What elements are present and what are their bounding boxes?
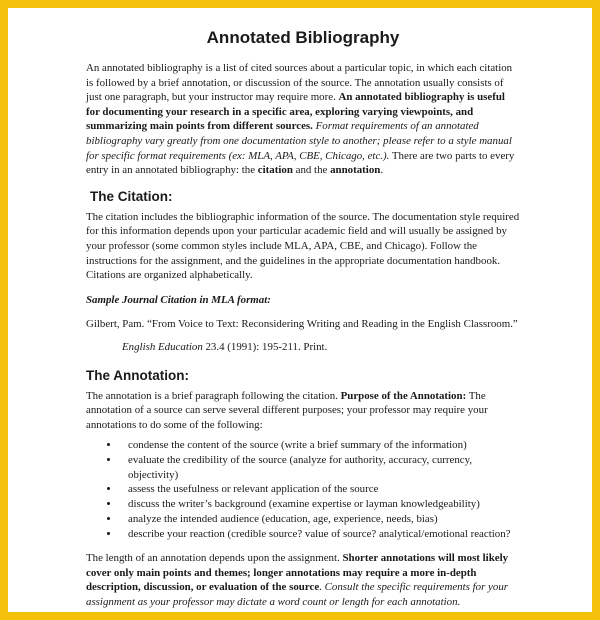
intro-bold-annotation: annotation (330, 164, 381, 177)
journal-title: English Education (122, 340, 203, 353)
annotation-text-1: The annotation is a brief paragraph following the citation. (86, 389, 341, 402)
page-title: Annotated Bibliography (206, 28, 400, 47)
intro-italic-1: Format requirements of an annotated bibliography vary greatly from one documentation style to another; please refer to a style manual for specific format requirements (ex: MLA, APA, CBE, Chicago, etc.). (86, 120, 512, 162)
list-item: • describe your reaction (credible source? value of source? analytical/emotional reaction? (120, 527, 520, 542)
annotation-purpose-label: Purpose of the Annotation: (340, 389, 467, 402)
annotation-paragraph-2 (86, 551, 520, 609)
intro-text-3: and the (292, 164, 331, 177)
length-text-1: The length of an annotation depends upon the assignment. (86, 552, 343, 565)
citation-heading: The Citation: (90, 188, 173, 204)
intro-text-1: An annotated bibliography is a list of cited sources about a particular topic, in which each citation is followed by a brief annotation, or discussion of the source. The annotation usually consists of just one paragraph, but your instructor may require more. (86, 62, 513, 104)
length-text-2: . (319, 581, 325, 594)
citation-paragraph: The citation includes the bibliographic information of the source. The documentation style required for this information depends upon your particular academic field and will usually be assigned by your professor (some common styles include MLA, APA, CBE, and Chicago). Follow the instructions for the assignment, and the guidelines in the appropriate documentation handbook. Citations are organized alphabetically. (86, 210, 520, 282)
intro-bold-1: An annotated bibliography is useful for documenting your research in a specific area, exploring varying viewpoints, and summarizing main points from different sources. (86, 91, 505, 133)
intro-paragraph (86, 61, 520, 178)
list-item: • evaluate the credibility of the source (analyze for authority, accuracy, currency, objectivity) (120, 453, 520, 482)
length-bold: Shorter annotations will most likely cover only main points and themes; longer annotations may require a more in-depth description, discussion, or evaluation of the source (86, 552, 509, 594)
annotation-purpose-list (86, 438, 520, 541)
sample-citation-label: Sample Journal Citation in MLA format: (86, 293, 271, 306)
journal-details: 23.4 (1991): 195-211. Print. (202, 340, 328, 353)
list-item: • analyze the intended audience (education, age, experience, needs, bias) (120, 512, 520, 527)
length-italic: Consult the specific requirements for your assignment as your professor may dictate a word count or length for each annotation. (86, 581, 509, 608)
annotation-paragraph-1 (86, 389, 520, 433)
intro-text-2: There are two parts to every entry in an annotated bibliography: the (86, 149, 515, 177)
list-item: • assess the usefulness or relevant application of the source (120, 482, 520, 497)
annotation-heading: The Annotation: (86, 367, 189, 383)
list-item: • condense the content of the source (write a brief summary of the information) (120, 438, 520, 453)
list-item: • discuss the writer’s background (examine expertise or layman knowledgeability) (120, 497, 520, 512)
sample-citation-line-1: Gilbert, Pam. “From Voice to Text: Reconsidering Writing and Reading in the English Classroom.” (86, 318, 518, 331)
intro-text-4: . (380, 164, 384, 177)
document-page (8, 8, 592, 612)
intro-bold-citation: citation (257, 164, 293, 177)
sample-citation-line-2 (86, 340, 520, 355)
annotation-text-2: The annotation of a source can serve several different purposes; your professor may require your annotations to do some of the following: (86, 389, 488, 431)
